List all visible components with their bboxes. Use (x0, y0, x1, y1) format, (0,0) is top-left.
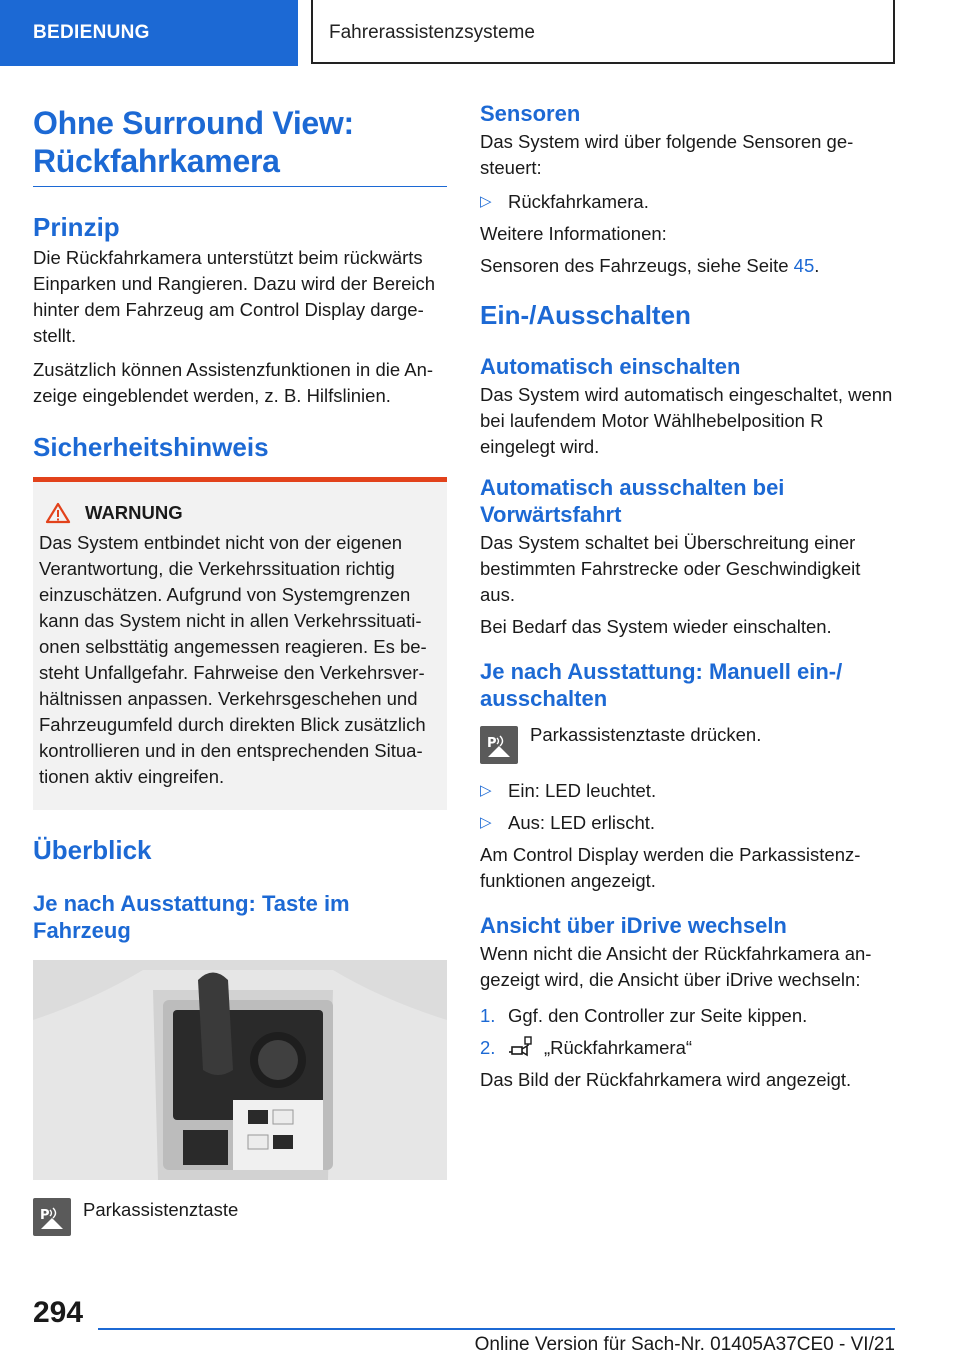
svg-text:P: P (40, 1208, 50, 1223)
bullet-aus (480, 810, 895, 836)
auto-aus-paragraph-1: Das System schaltet bei Überschreitung einer bestimmten Fahrstrecke oder Geschwindigkeit aus. (480, 532, 861, 605)
park-assist-button-icon (480, 726, 518, 764)
step-1 (480, 1003, 895, 1029)
park-assist-button-icon (33, 1198, 71, 1236)
bullet-text: Rückfahrkamera. (508, 191, 649, 212)
sensoren-paragraph: Das System wird über folgende Sensoren ge-steuert: (480, 131, 854, 178)
manuell-row (480, 726, 895, 764)
step-text: „Rückfahrkamera“ (544, 1037, 693, 1058)
heading-sensoren: Sensoren (480, 101, 581, 126)
weitere-info: Weitere Informationen: (480, 223, 667, 244)
step-number: 1. (480, 1005, 496, 1026)
page-link-45[interactable]: 45 (793, 255, 815, 276)
idrive-paragraph: Wenn nicht die Ansicht der Rückfahrkamera an-gezeigt wird, die Ansicht über iDrive wechseln: (480, 943, 872, 990)
warning-triangle-icon (45, 502, 71, 524)
bullet-triangle-icon: ▷ (480, 814, 492, 831)
warning-text: Das System entbindet nicht von der eigenen Verantwortung, die Verkehrssituation richtig einzuschätzen. Aufgrund von Systemgrenzen kann das System nicht in allen Verkehrssituati-onen selbsttätig angemessen reagieren. Es be-steht Unfallgefahr. Fahrweise den Verkehrsver-hältnissen anpassen. Verkehrsgeschehen und Fahrzeugumfeld durch direkten Blick zusätzlich kontrollieren und in den entsprechenden Situa-tionen aktiv eingreifen. (39, 532, 427, 787)
reference-text: Sensoren des Fahrzeugs, siehe Seite (480, 255, 789, 276)
page-number: 294 (33, 1296, 84, 1329)
bullet-triangle-icon: ▷ (480, 782, 492, 799)
auto-ein-paragraph: Das System wird automatisch eingeschaltet, wenn bei laufendem Motor Wählhebelposition R eingelegt wird. (480, 384, 893, 457)
warning-header (39, 500, 439, 526)
heading-ansicht-idrive: Ansicht über iDrive wechseln (480, 913, 787, 938)
heading-automatisch-ausschalten: Automatisch ausschalten bei Vorwärtsfahrt (480, 475, 785, 527)
prinzip-paragraph-2: Zusätzlich können Assistenzfunktionen in die An-zeige eingeblendet werden, z. B. Hilfslinien. (33, 359, 434, 406)
caption-row (33, 1198, 447, 1236)
bullet-text: Aus: LED erlischt. (508, 812, 656, 833)
footer-divider (98, 1328, 895, 1330)
manuell-paragraph-2: Am Control Display werden die Parkassistenz-funktionen angezeigt. (480, 844, 861, 891)
step-2 (480, 1035, 895, 1061)
left-column (33, 100, 447, 1236)
step-text: Ggf. den Controller zur Seite kippen. (508, 1005, 808, 1026)
heading-automatisch-einschalten: Automatisch einschalten (480, 354, 741, 379)
heading-manuell: Je nach Ausstattung: Manuell ein-/ ausschalten (480, 659, 843, 711)
center-console-photo (33, 960, 447, 1180)
heading-ein-ausschalten: Ein-/Ausschalten (480, 300, 691, 330)
auto-aus-paragraph-2: Bei Bedarf das System wieder einschalten. (480, 616, 832, 637)
bullet-ein (480, 778, 895, 804)
svg-text:P: P (487, 736, 497, 751)
reference-end: . (814, 255, 820, 276)
heading-ueberblick: Überblick (33, 835, 152, 865)
chapter-title: Fahrerassistenzsysteme (311, 0, 895, 64)
right-column (480, 100, 895, 1093)
photo-caption: Parkassistenztaste (83, 1199, 239, 1220)
warning-title: WARNUNG (85, 502, 183, 523)
idrive-paragraph-2: Das Bild der Rückfahrkamera wird angezeigt. (480, 1069, 852, 1090)
warning-box (33, 477, 447, 810)
prinzip-paragraph-1: Die Rückfahrkamera unterstützt beim rückwärts Einparken und Rangieren. Dazu wird der Bereich hinter dem Fahrzeug am Control Display darge-stellt. (33, 247, 436, 346)
manuell-paragraph: Parkassistenztaste drücken. (530, 724, 762, 745)
step-number: 2. (480, 1037, 496, 1058)
heading-sicherheitshinweis: Sicherheitshinweis (33, 432, 269, 462)
heading-taste-im-fahrzeug: Je nach Ausstattung: Taste im Fahrzeug (33, 891, 350, 943)
page-title: Ohne Surround View: Rückfahrkamera (33, 104, 447, 187)
rear-camera-icon (508, 1036, 534, 1060)
section-tab: BEDIENUNG (0, 0, 298, 66)
sensoren-bullet (480, 189, 895, 215)
heading-prinzip: Prinzip (33, 212, 120, 242)
sensoren-reference (480, 253, 895, 279)
online-version-note: Online Version für Sach-Nr. 01405A37CE0 - VI/21 (474, 1334, 895, 1355)
bullet-text: Ein: LED leuchtet. (508, 780, 657, 801)
bullet-triangle-icon: ▷ (480, 193, 492, 210)
